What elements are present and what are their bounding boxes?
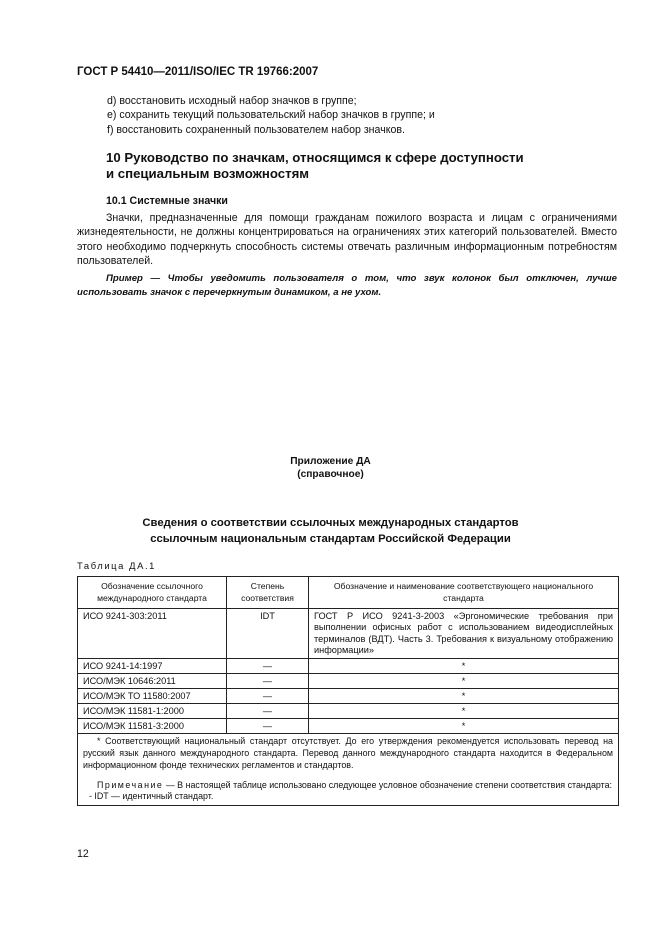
table-row bbox=[78, 719, 619, 734]
cell-national: * bbox=[309, 719, 619, 734]
footnote-text: * Соответствующий национальный стандарт отсутствует. До его утверждения рекомендуется использовать перевод на русский язык данного международного стандарта. Перевод данного международного стандарта находится в Федеральном информационном фонде технических регламентов и стандартов. bbox=[83, 736, 613, 770]
table-row bbox=[78, 689, 619, 704]
correspondence-table bbox=[77, 576, 619, 806]
section-title-line: 10 Руководство по значкам, относящимся к сфере доступности bbox=[106, 150, 524, 165]
cell-degree: — bbox=[227, 704, 309, 719]
annex-heading-line: Сведения о соответствии ссылочных международных стандартов bbox=[142, 517, 519, 529]
note-text: — В настоящей таблице использовано следующее условное обозначение степени соответствия стандарта: bbox=[163, 779, 613, 790]
table-note bbox=[83, 780, 613, 792]
note-item: - IDT — идентичный стандарт. bbox=[89, 791, 214, 802]
body-paragraph: Значки, предназначенные для помощи гражданам пожилого возраста и лицам с ограничениями жизнедеятельности, не должны концентрироваться на ограничениях этих категорий пользователей. Вместо этого необходимо подчеркнуть способность системы отвечать различным информационным потребностям пользователей. bbox=[77, 212, 617, 267]
annex-heading-line: ссылочным национальным стандартам Российской Федерации bbox=[150, 532, 511, 545]
table-footnote-row bbox=[78, 734, 619, 806]
table-header-row bbox=[78, 577, 619, 609]
table-row bbox=[78, 704, 619, 719]
header-intl-standard: Обозначение ссылочного международного стандарта bbox=[78, 577, 227, 609]
section-title-line: и специальным возможностям bbox=[106, 166, 310, 181]
cell-degree: — bbox=[227, 659, 309, 674]
table-footnote bbox=[78, 734, 619, 806]
cell-degree: — bbox=[227, 719, 309, 734]
document-header: ГОСТ Р 54410—2011/ISO/IEC TR 19766:2007 bbox=[77, 66, 319, 78]
cell-intl: ИСО/МЭК 11581-3:2000 bbox=[78, 719, 227, 734]
cell-degree: — bbox=[227, 689, 309, 704]
option-list bbox=[77, 94, 617, 137]
cell-national: * bbox=[309, 704, 619, 719]
cell-intl: ИСО/МЭК ТО 11580:2007 bbox=[78, 689, 227, 704]
annex-heading bbox=[0, 516, 661, 547]
section-title bbox=[106, 150, 576, 182]
example-note: Пример — Чтобы уведомить пользователя о том, что звук колонок был отключен, лучше использовать значок с перечеркнутым динамиком, а не ухом. bbox=[77, 273, 617, 299]
cell-degree: IDT bbox=[227, 609, 309, 659]
cell-national: * bbox=[309, 674, 619, 689]
list-item: f) восстановить сохраненный пользователем набор значков. bbox=[107, 123, 405, 136]
subsection-title: 10.1 Системные значки bbox=[106, 195, 228, 207]
table-row bbox=[78, 674, 619, 689]
note-label: Примечание bbox=[97, 779, 164, 790]
header-national-standard: Обозначение и наименование соответствующего национального стандарта bbox=[309, 577, 619, 609]
cell-degree: — bbox=[227, 674, 309, 689]
cell-national: ГОСТ Р ИСО 9241-3-2003 «Эргономические требования при выполнении офисных работ с использованием видеодисплейных терминалов (ВДТ). Часть 3. Требования к визуальному отображению информации» bbox=[309, 609, 619, 659]
cell-national: * bbox=[309, 689, 619, 704]
cell-intl: ИСО/МЭК 11581-1:2000 bbox=[78, 704, 227, 719]
table-label: Таблица ДА.1 bbox=[77, 560, 156, 571]
cell-national: * bbox=[309, 659, 619, 674]
cell-intl: ИСО/МЭК 10646:2011 bbox=[78, 674, 227, 689]
list-item: e) сохранить текущий пользовательский набор значков в группе; и bbox=[107, 109, 435, 122]
annex-title: Приложение ДА bbox=[290, 456, 371, 467]
table-row bbox=[78, 659, 619, 674]
annex-kind: (справочное) bbox=[297, 469, 364, 480]
table-row bbox=[78, 609, 619, 659]
cell-intl: ИСО 9241-14:1997 bbox=[78, 659, 227, 674]
list-item: d) восстановить исходный набор значков в группе; bbox=[107, 95, 357, 107]
header-degree: Степень соответствия bbox=[227, 577, 309, 609]
page-number: 12 bbox=[77, 848, 89, 860]
cell-intl: ИСО 9241-303:2011 bbox=[78, 609, 227, 659]
